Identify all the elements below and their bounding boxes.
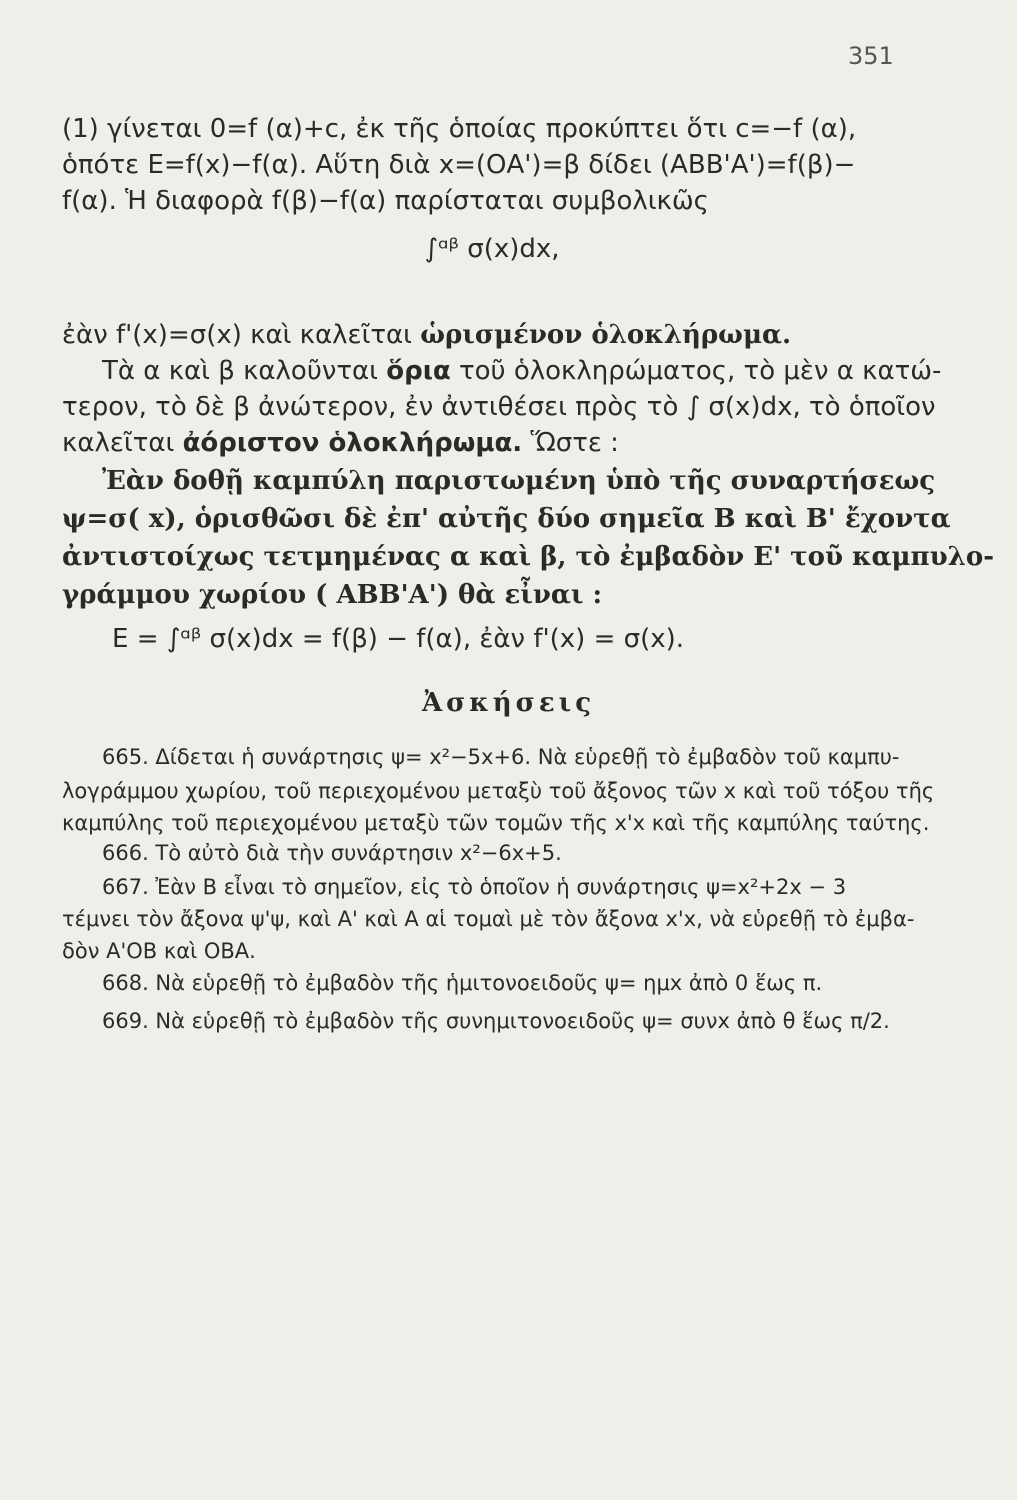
exercise-665-line3: καμπύλης τοῦ περιεχομένου μεταξὺ τῶν τομῶν τῆς x'x καὶ τῆς καμπύλης ταύτης. — [62, 811, 930, 835]
exercise-669 — [62, 1006, 922, 1036]
para1-line3: f(α). Ἡ διαφορὰ f(β)−f(α) παρίσταται συμβολικῶς — [62, 186, 709, 216]
exercises-heading: Ἀσκήσεις — [421, 688, 596, 718]
theorem-line4: γράμμου χωρίου ( ΑΒΒ'Α') θὰ εἶναι : — [62, 580, 603, 610]
para2-line2: τερον, τὸ δὲ β ἀνώτερον, ἐν ἀντιθέσει πρὸς τὸ ∫ σ(x)dx, τὸ ὁποῖον — [62, 392, 936, 422]
area-formula: E = ∫ᵅᵝ σ(x)dx = f(β) − f(α), ἐὰν f'(x) = σ(x). — [112, 624, 685, 654]
exercise-668 — [62, 968, 922, 998]
definition-line — [62, 318, 922, 352]
term-aoriston: ἀόριστον ὁλοκλήρωμα. — [182, 428, 523, 458]
para2-text-d: Ὥστε : — [522, 428, 619, 458]
theorem-line2: ψ=σ( x), ὁρισθῶσι δὲ ἐπ' αὐτῆς δύο σημεῖα Β καὶ Β' ἔχοντα — [62, 504, 951, 534]
exercise-667-line1 — [62, 872, 922, 902]
page-number: 351 — [848, 42, 894, 70]
exercise-665-line2: λογράμμου χωρίου, τοῦ περιεχομένου μεταξὺ τοῦ ἄξονος τῶν x καὶ τοῦ τόξου τῆς — [62, 779, 935, 803]
para2-text-a: Τὰ α καὶ β καλοῦνται — [102, 356, 387, 386]
para1-line1: (1) γίνεται 0=f (α)+c, ἐκ τῆς ὁποίας προκύπτει ὅτι c=−f (α), — [62, 114, 857, 144]
theorem-text-1: Ἐὰν δοθῇ καμπύλη παριστωμένη ὑπὸ τῆς συναρτήσεως — [102, 466, 936, 496]
para2-line1 — [62, 354, 942, 388]
term-oria: ὅρια — [386, 356, 451, 386]
exercise-669-text: 669. Νὰ εὑρεθῇ τὸ ἐμβαδὸν τῆς συνημιτονοειδοῦς ψ= συνx ἀπὸ θ ἕως π/2. — [102, 1009, 890, 1033]
para2-line3 — [62, 426, 922, 460]
exercise-667-text: 667. Ἐὰν Β εἶναι τὸ σημεῖον, εἰς τὸ ὁποῖον ἡ συνάρτησις ψ=x²+2x − 3 — [102, 875, 847, 899]
exercise-667-line3: δὸν Α'ΟΒ καὶ ΟΒΑ. — [62, 939, 256, 963]
exercise-668-text: 668. Νὰ εὑρεθῇ τὸ ἐμβαδὸν τῆς ἡμιτονοειδοῦς ψ= ημx ἀπὸ 0 ἕως π. — [102, 971, 823, 995]
theorem-line1 — [62, 464, 936, 498]
exercise-667-line2: τέμνει τὸν ἄξονα ψ'ψ, καὶ Α' καὶ Α αἱ τομαὶ μὲ τὸν ἄξονα x'x, νὰ εὑρεθῇ τὸ ἐμβα- — [62, 907, 915, 931]
para1-line2: ὁπότε E=f(x)−f(α). Αὕτη διὰ x=(ΟΑ')=β δίδει (ΑΒΒ'Α')=f(β)− — [62, 150, 856, 180]
exercise-666-text: 666. Τὸ αὐτὸ διὰ τὴν συνάρτησιν x²−6x+5. — [102, 841, 562, 865]
theorem-line3: ἀντιστοίχως τετμημένας α καὶ β, τὸ ἐμβαδὸν Ε' τοῦ καμπυλο- — [62, 542, 994, 572]
exercise-666 — [62, 838, 922, 868]
integral-expression: ∫ᵅᵝ σ(x)dx, — [424, 234, 560, 264]
exercise-665-text: 665. Δίδεται ἡ συνάρτησις ψ= x²−5x+6. Νὰ εὑρεθῇ τὸ ἐμβαδὸν τοῦ καμπυ- — [102, 745, 900, 769]
definition-prefix: ἐὰν f'(x)=σ(x) καὶ καλεῖται — [62, 320, 421, 350]
para2-text-c: καλεῖται — [62, 428, 183, 458]
definition-term: ὡρισμένον ὁλοκλήρωμα. — [420, 320, 792, 350]
exercise-665-line1 — [62, 742, 922, 772]
para2-text-b: τοῦ ὁλοκληρώματος, τὸ μὲν α κατώ- — [450, 356, 942, 386]
